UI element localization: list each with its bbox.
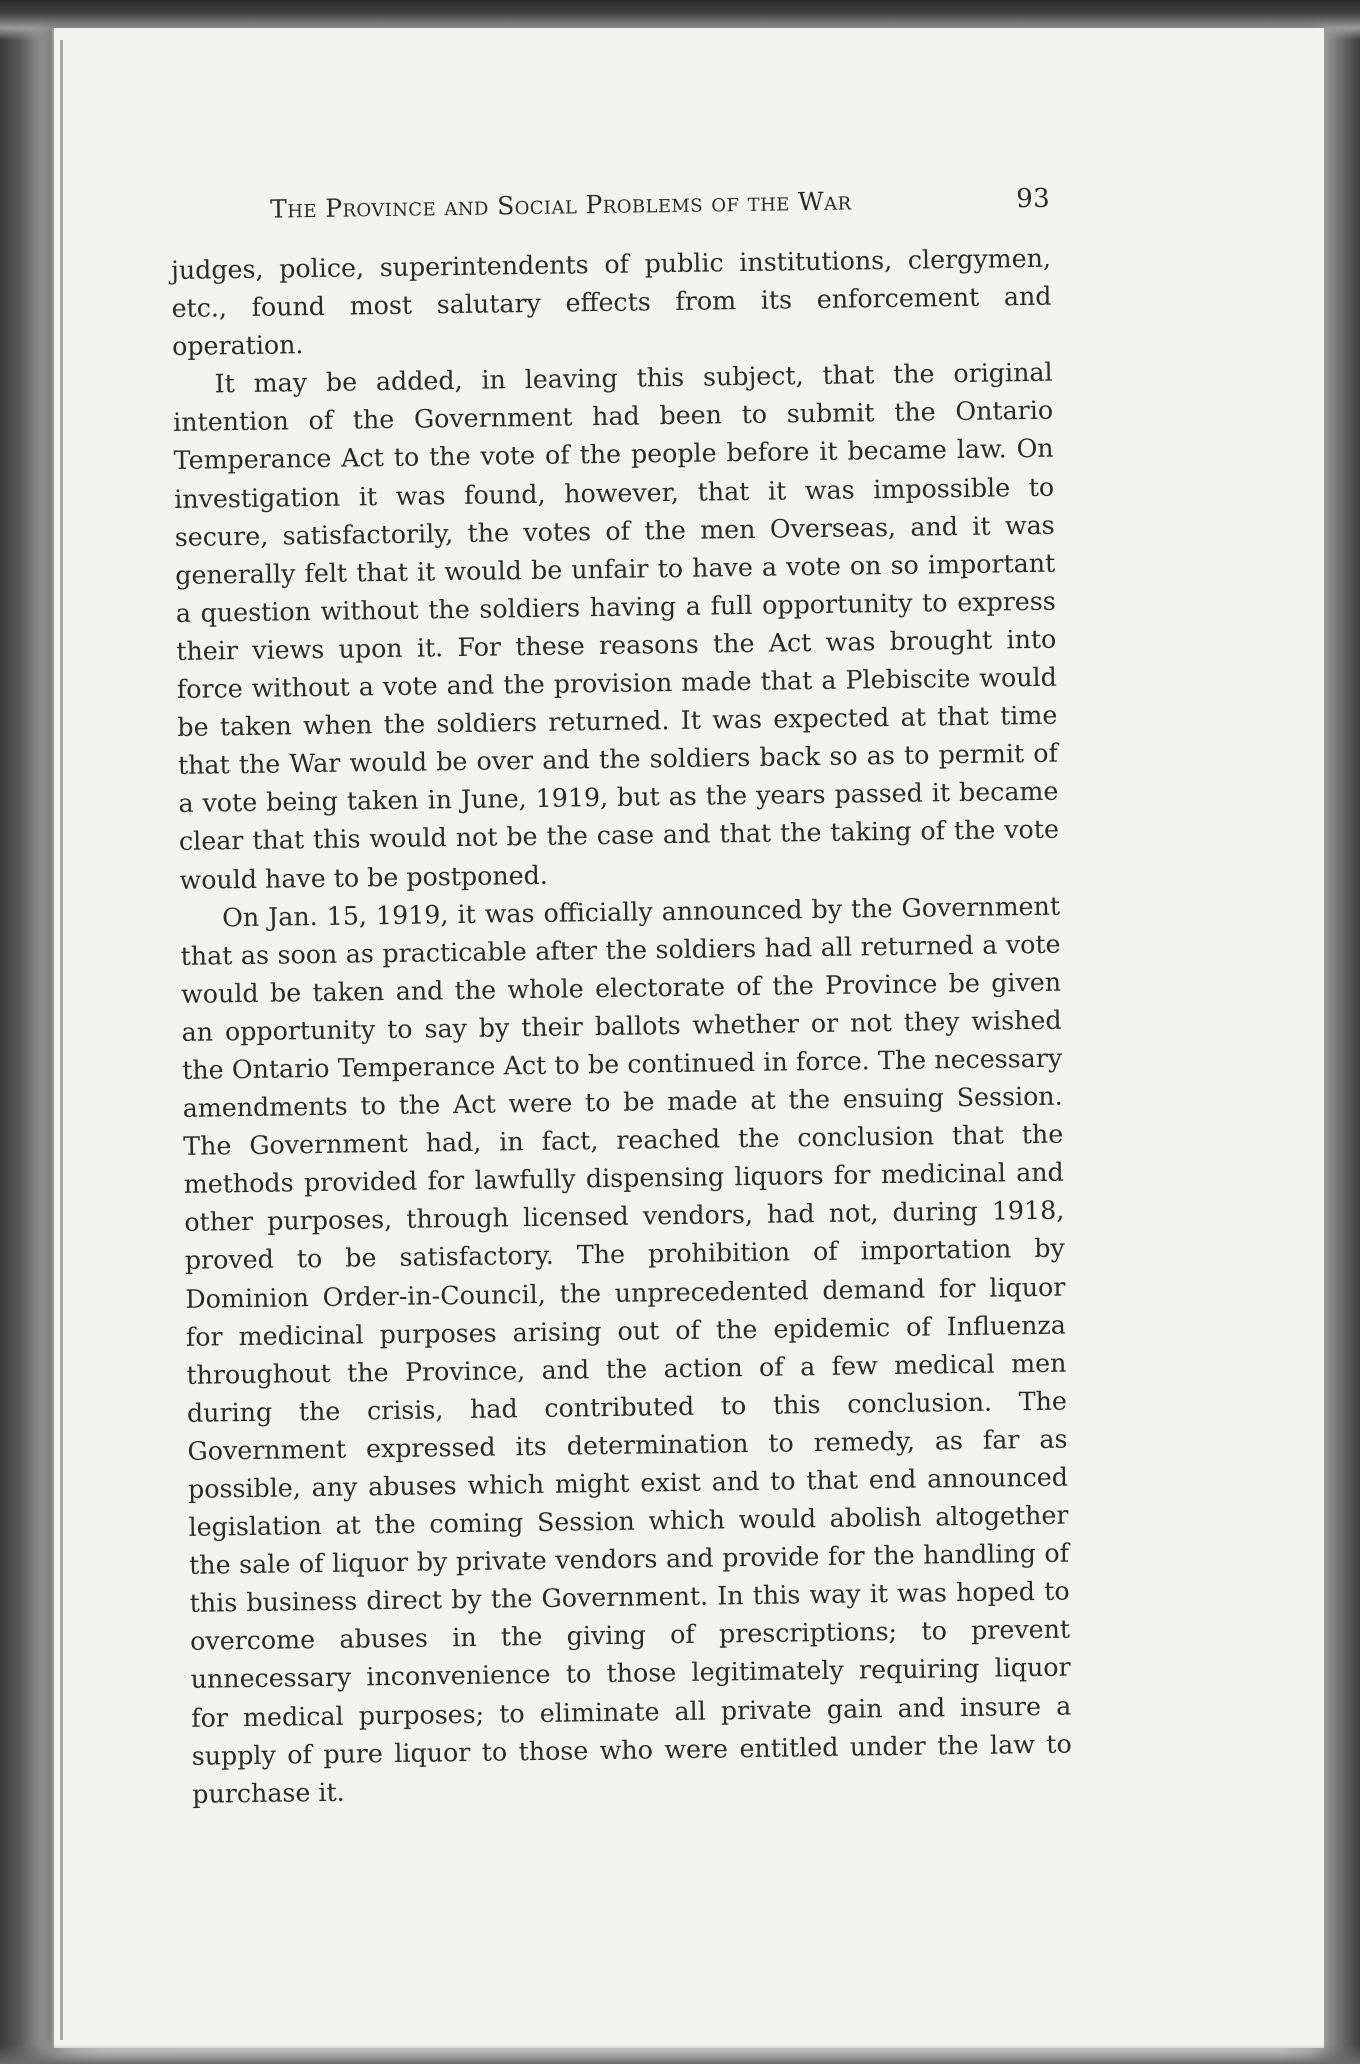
running-head-title: The Province and Social Problems of the War	[269, 186, 852, 224]
page-text-block	[170, 184, 1073, 1814]
paragraph-announcement: On Jan. 15, 1919, it was officially announced by the Government that as soon as practicable after the soldiers had all returned a vote would be taken and the whole electorate of the Province be given an opportunity to say by their ballots whether or not they wished the Ontario Temperance Act to be continued in force. The necessary amendments to the Act were to be made at the ensuing Session. The Government had, in fact, reached the conclusion that the methods provided for lawfully dispensing liquors for medicinal and other purposes, through licensed vendors, had not, during 1918, proved to be satisfactory. The prohibition of importation by Dominion Order-in-Council, the unprecedented demand for liquor for medicinal purposes arising out of the epidemic of Influenza throughout the Province, and the action of a few medical men during the crisis, had contributed to this conclusion. The Government expressed its determination to remedy, as far as possible, any abuses which might exist and to that end announced legislation at the coming Session which would abolish altogether the sale of liquor by private vendors and provide for the handling of this business direct by the Government. In this way it was hoped to overcome abuses in the giving of prescriptions; to prevent unnecessary inconvenience to those legitimately requiring liquor for medical purposes; to eliminate all private gain and insure a supply of pure liquor to those who were entitled under the law to purchase it.	[180, 891, 1072, 1809]
paragraph-plebiscite: It may be added, in leaving this subject, that the original intention of the Government had been to submit the Ontario Temperance Act to the vote of the people before it became law. On investigation it was found, however, that it was impossible to secure, satisfactorily, the votes of the men Overseas, and it was generally felt that it would be unfair to have a vote on so important a question without the soldiers having a full opportunity to express their views upon it. For these reasons the Act was brought into force without a vote and the provision made that a Plebiscite would be taken when the soldiers returned. It was expected at that time that the War would be over and the soldiers back so as to permit of a vote being taken in June, 1919, but as the years passed it became clear that this would not be the case and that the taking of the vote would have to be postponed.	[172, 357, 1060, 895]
paragraph-continuation: judges, police, superintendents of public institutions, clergymen, etc., found most salutary effects from its enforcement and operation.	[170, 243, 1052, 362]
binding-gutter	[60, 40, 63, 2040]
bottom-edge-shadow	[0, 2044, 1360, 2064]
page-number: 93	[1016, 183, 1051, 215]
